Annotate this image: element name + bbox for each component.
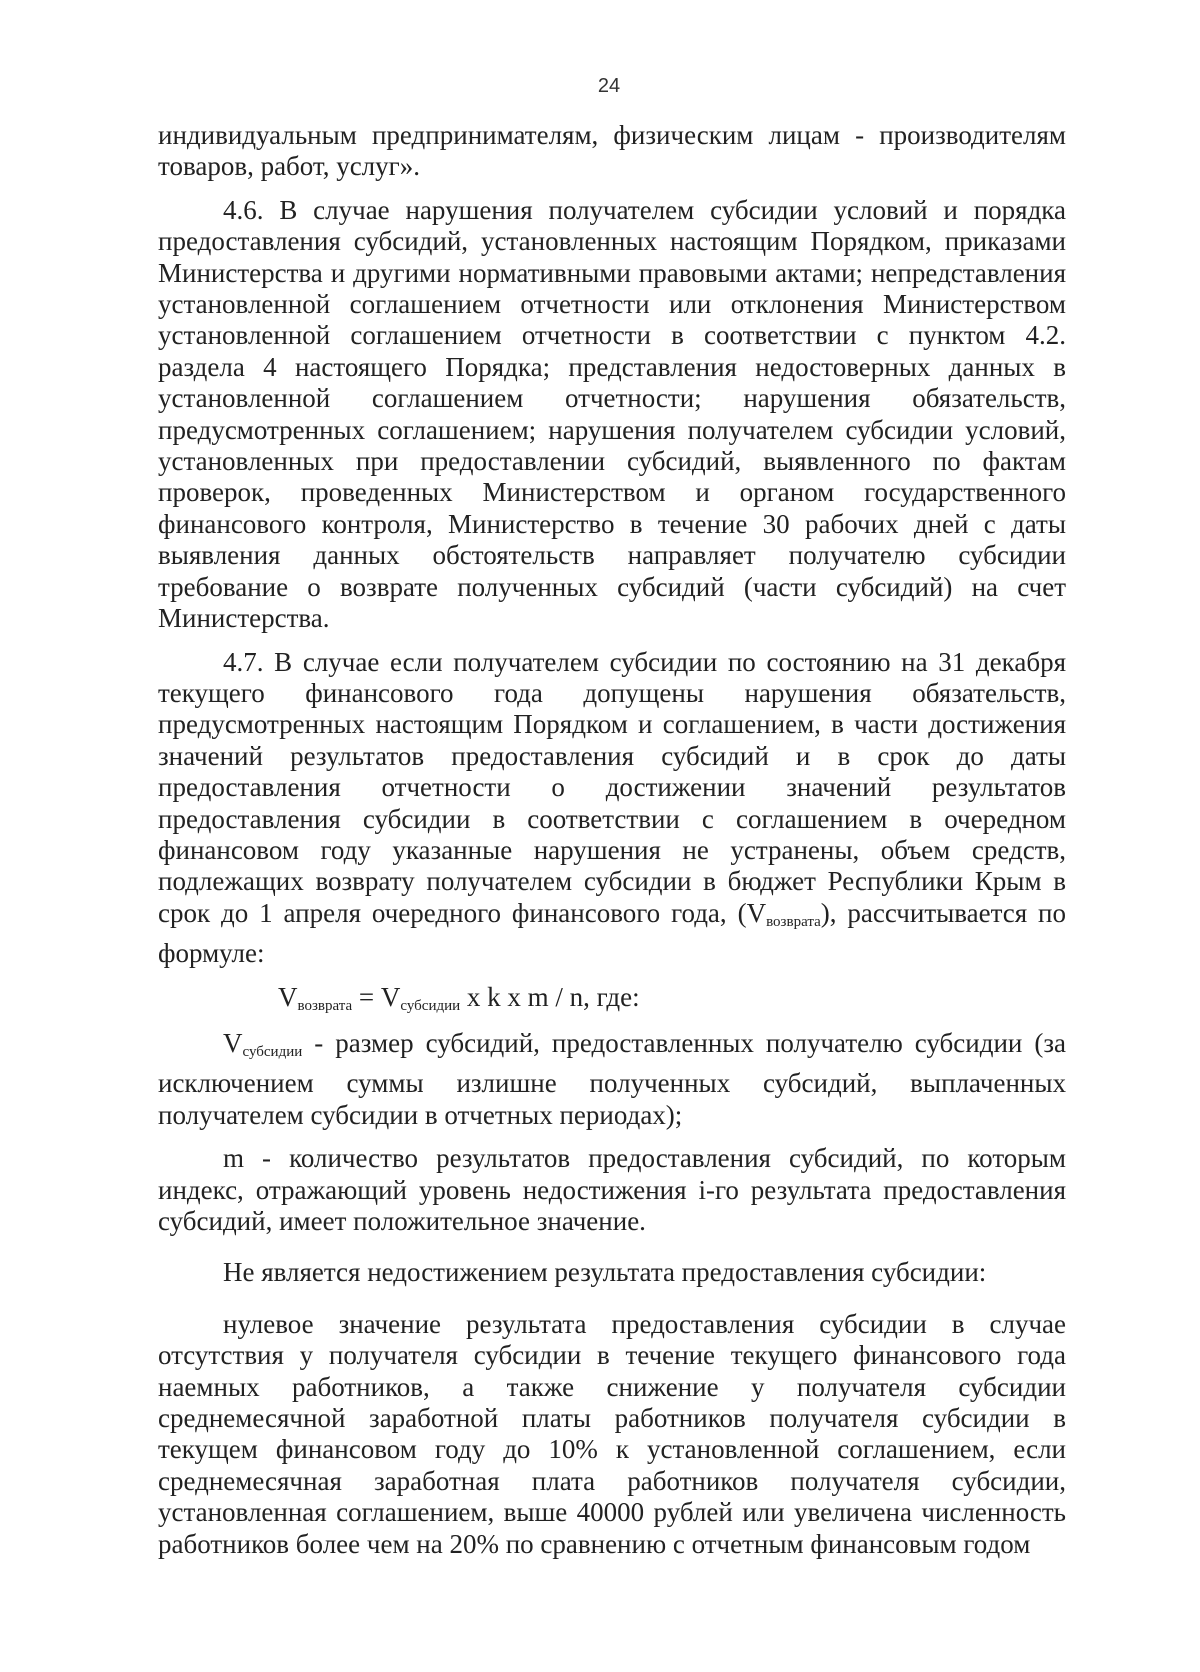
formula xyxy=(158,982,1066,1022)
page-number: 24 xyxy=(597,75,621,97)
formula-v-return: V xyxy=(278,981,298,1012)
definition-m: m - количество результатов предоставления субсидий, по которым индекс, отражающий уровень недостижения i-го результата предоставления субсидий, имеет положительное значение. xyxy=(158,1143,1066,1236)
definition-v: V xyxy=(223,1027,243,1058)
paragraph-4-7-text-end: ), рассчитывается по формуле: xyxy=(158,897,1067,969)
paragraph-not-failure-heading: Не является недостижением результата предоставления субсидии: xyxy=(223,1257,987,1288)
v-return-subscript: возврата xyxy=(766,913,821,930)
formula-rest: x k x m / n, где: xyxy=(460,981,640,1012)
definition-v-text: - размер субсидий, предоставленных получателю субсидии (за исключением суммы излишне полученных субсидий, выплаченных получателем субсидии в отчетных периодах); xyxy=(158,1027,1066,1130)
document-body xyxy=(158,120,1066,1560)
paragraph-4-6: 4.6. В случае нарушения получателем субсидии условий и порядка предоставления субсидий, установленных настоящим Порядком, приказами Министерства и другими нормативными правовыми актами; непредставления установленной соглашением отчетности или отклонения Министерством установленной соглашением отчетности в соответствии с пунктом 4.2. раздела 4 настоящего Порядка; представления недостоверных данных в установленной соглашением отчетности; нарушения обязательств, предусмотренных соглашением; нарушения получателем субсидии условий, установленных при предоставлении субсидий, выявленного по фактам проверок, проведенных Министерством и органом государственного финансового контроля, Министерство в течение 30 рабочих дней с даты выявления данных обстоятельств направляет получателю субсидии требование о возврате полученных субсидий (части субсидий) на счет Министерства. xyxy=(158,194,1066,634)
formula-sub-subsidy: субсидии xyxy=(400,997,461,1014)
paragraph-4-7 xyxy=(158,647,1066,970)
paragraph-4-7-text: 4.7. В случае если получателем субсидии по состоянию на 31 декабря текущего финансового года допущены нарушения обязательств, предусмотренных настоящим Порядком и соглашением, в части достижения значений результатов предоставления субсидий и в срок до даты предоставления отчетности о достижении значений результатов предоставления субсидии в соответствии с соглашением в очередном финансовом году указанные нарушения не устранены, объем средств, подлежащих возврату получателем субсидии в бюджет Республики Крым в срок до 1 апреля очередного финансового года, (V xyxy=(158,646,1066,928)
definition-v-subscript: субсидии xyxy=(242,1043,303,1060)
paragraph-zero-value: нулевое значение результата предоставления субсидии в случае отсутствия у получателя субсидии в течение текущего финансового года наемных работников, а также снижение у получателя субсидии среднемесячной заработной платы работников получателя субсидии в текущем финансовом году до 10% к установленной соглашением, если среднемесячная заработная плата работников получателя субсидии, установленная соглашением, выше 40000 рублей или увеличена численность работников более чем на 20% по сравнению с отчетным финансовым годом xyxy=(158,1308,1066,1559)
formula-sub-return: возврата xyxy=(297,997,353,1014)
paragraph-continuation: индивидуальным предпринимателям, физическим лицам - производителям товаров, работ, услуг». xyxy=(158,120,1066,182)
definition-v-subsidy xyxy=(158,1028,1066,1131)
formula-equals: = V xyxy=(352,981,401,1012)
